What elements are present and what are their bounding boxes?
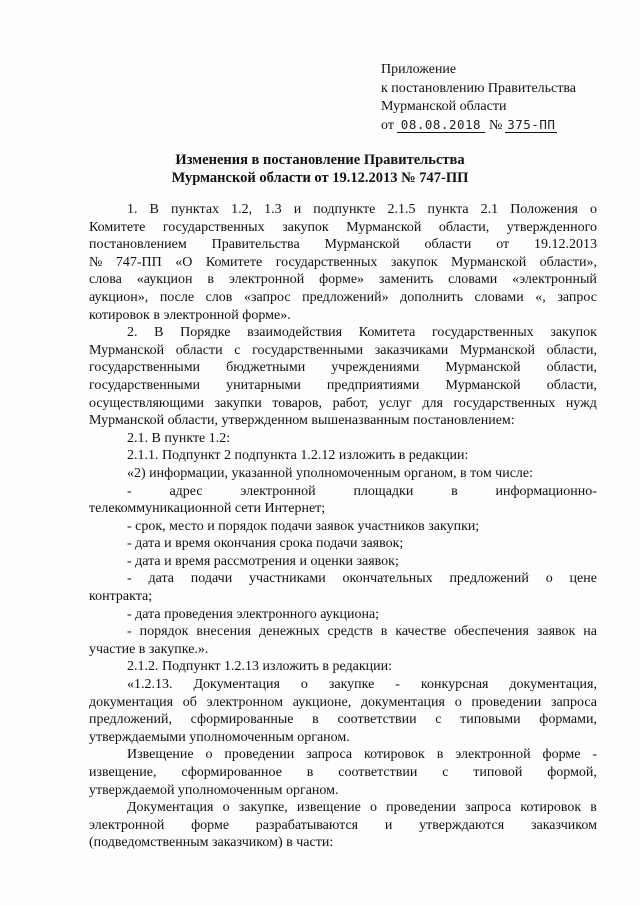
text-line: - дата проведения электронного аукциона; [127,606,380,622]
text-line: государственными унитарными предприятиями Мурманской области, [89,377,597,393]
text-line: осуществляющими закупки товаров, работ, услуг для государственных нужд [89,395,597,411]
text-line: утверждаемой уполномоченным органом. [89,782,339,798]
document-body [89,201,597,852]
text-line: электронной форме разрабатываются и утверждаются заказчиком [89,817,597,833]
text-line: Мурманской области с государственными заказчиками Мурманской области, [89,342,597,358]
text-line: Извещение о проведении запроса котировок в электронной форме - [127,747,597,763]
document-title-line-1: Изменения в постановление Правительства [175,152,465,168]
text-line: - адрес электронной площадки в информационно- [127,483,597,499]
text-line: - дата и время рассмотрения и оценки заявок; [127,553,399,569]
handwritten-number: 375-ПП [507,116,556,132]
text-line: контракта; [89,589,153,605]
text-line: 2.1. В пункте 1.2: [127,430,231,446]
text-line: утверждаемыми уполномоченным органом. [89,729,350,745]
text-line: телекоммуникационной сети Интернет; [89,501,326,517]
text-line: Комитете государственных закупок Мурманской области, утвержденного [89,219,597,235]
text-line: Документация о закупке, извещение о проведении запроса котировок в [127,800,597,816]
text-line: аукцион», после слов «запрос предложений» дополнить словами «, запрос [89,289,597,305]
annex-date-line [381,117,576,136]
text-line: слова «аукцион в электронной форме» заменить словами «электронный [89,272,597,288]
text-line: Мурманской области, утвержденном вышеназванным постановлением: [89,413,515,429]
handwritten-date: 08.08.2018 [397,117,485,133]
number-prefix: № [488,117,503,133]
text-line: 2. В Порядке взаимодействия Комитета государственных закупок [127,325,597,341]
text-line: документация об электронном аукционе, документация о проведении запроса [89,694,597,710]
text-line: «1.2.13. Документация о закупке - конкурсная документация, [127,677,597,693]
date-prefix: от [381,117,394,133]
text-line: «2) информации, указанной уполномоченным органом, в том числе: [127,465,534,481]
text-line: участие в закупке.». [89,641,209,657]
text-line: 2.1.1. Подпункт 2 подпункта 1.2.12 изложить в редакции: [127,448,469,464]
text-line: - порядок внесения денежных средств в качестве обеспечения заявок на [127,624,597,640]
annex-header [381,61,576,135]
text-line: постановлением Правительства Мурманской области от 19.12.2013 [89,237,597,253]
document-title-line-2: Мурманской области от 19.12.2013 № 747-ПП [171,170,469,186]
annex-line-2: к постановлению Правительства [381,80,577,96]
annex-line-3: Мурманской области [381,99,507,114]
text-line: государственными бюджетными учреждениями Мурманской области, [89,360,597,376]
annex-title: Приложение [381,62,457,77]
text-line: котировок в электронной форме». [89,307,291,323]
text-line: предложений, сформированные в соответствии с типовыми формами, [89,712,597,728]
text-line: извещение, сформированное в соответствии с типовой формой, [89,765,597,780]
text-line: 2.1.2. Подпункт 1.2.13 изложить в редакции: [127,659,393,675]
text-line: - дата подачи участниками окончательных предложений о цене [127,571,597,587]
text-line: № 747-ПП «О Комитете государственных закупок Мурманской области», [89,254,597,270]
text-line: 1. В пунктах 1.2, 1.3 и подпункте 2.1.5 пункта 2.1 Положения о [127,202,597,217]
text-line: - дата и время окончания срока подачи заявок; [127,536,404,552]
text-line: - срок, место и порядок подачи заявок участников закупки; [127,518,480,534]
text-line: (подведомственным заказчиком) в части: [89,835,334,851]
